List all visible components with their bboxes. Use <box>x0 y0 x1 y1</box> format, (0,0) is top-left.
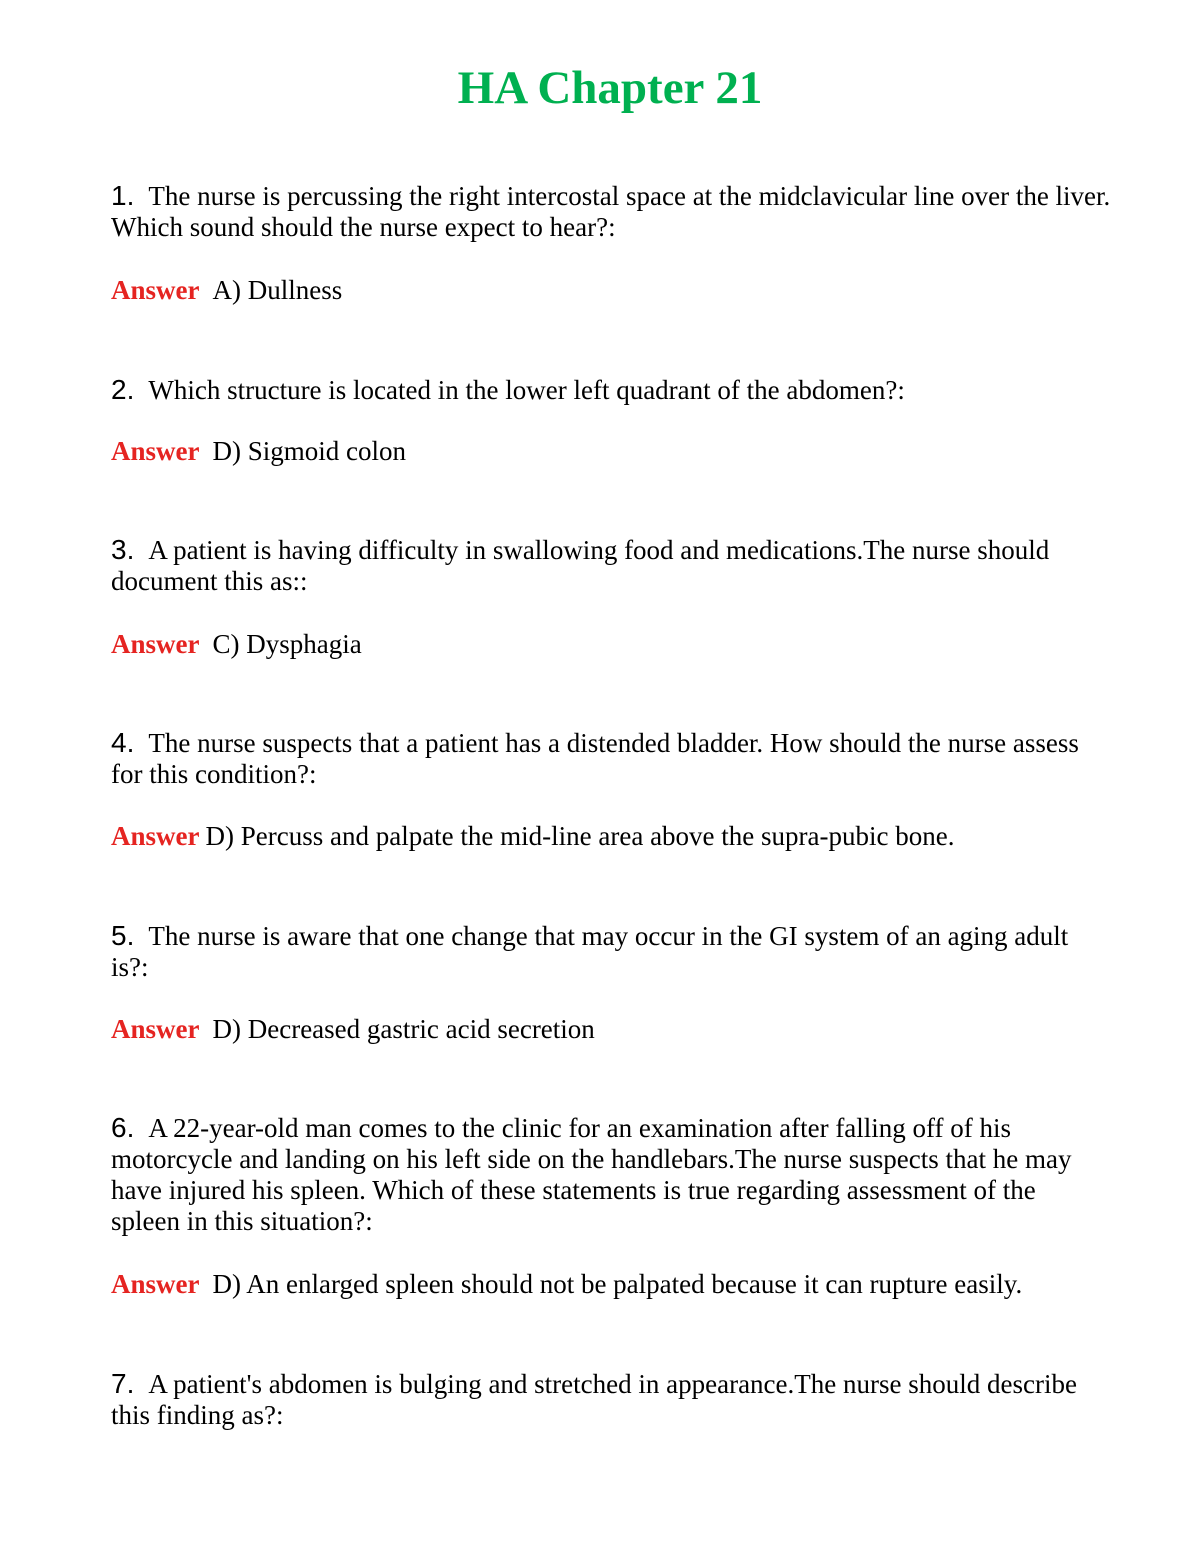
question-number: 4. <box>111 727 135 758</box>
question-text <box>111 534 1111 597</box>
question-5 <box>111 920 1111 1044</box>
question-body: The nurse is aware that one change that may occur in the GI system of an aging adult is?: <box>111 921 1069 982</box>
answer-line <box>111 1014 595 1045</box>
answer-label: Answer <box>111 275 200 305</box>
question-number: 6. <box>111 1112 135 1143</box>
answer-line <box>111 275 342 306</box>
question-text <box>111 1368 1111 1431</box>
answer-text: C) Dysphagia <box>212 629 362 659</box>
question-4 <box>111 727 1111 851</box>
question-text <box>111 1112 1111 1237</box>
answer-line <box>111 436 406 467</box>
answer-line <box>111 1269 1022 1300</box>
answer-line <box>111 821 954 852</box>
question-number: 3. <box>111 534 135 565</box>
question-text <box>111 727 1111 790</box>
question-body: The nurse is percussing the right intercostal space at the midclavicular line over the liver. Which sound should the nurse expect to hear?: <box>111 181 1111 242</box>
question-body: A 22-year-old man comes to the clinic for an examination after falling off of his motorcycle and landing on his left side on the handlebars.The nurse suspects that he may have injured his spleen. Which of these statements is true regarding assessment of the spleen in this situation?: <box>111 1113 1072 1236</box>
question-3 <box>111 534 1111 659</box>
question-body: The nurse suspects that a patient has a distended bladder. How should the nurse assess for this condition?: <box>111 728 1079 789</box>
question-body: A patient is having difficulty in swallowing food and medications.The nurse should document this as:: <box>111 535 1050 596</box>
question-body: Which structure is located in the lower left quadrant of the abdomen?: <box>148 375 905 405</box>
answer-label: Answer <box>111 1014 200 1044</box>
question-number: 5. <box>111 920 135 951</box>
answer-label: Answer <box>111 1269 200 1299</box>
question-6 <box>111 1112 1111 1299</box>
answer-label: Answer <box>111 436 200 466</box>
answer-line <box>111 629 362 660</box>
question-1 <box>111 180 1111 305</box>
question-text <box>111 180 1111 243</box>
question-text <box>111 920 1111 983</box>
answer-text: D) Decreased gastric acid secretion <box>212 1014 595 1044</box>
question-number: 7. <box>111 1368 135 1399</box>
answer-text: A) Dullness <box>212 275 343 305</box>
question-body: A patient's abdomen is bulging and stretched in appearance.The nurse should describe this finding as?: <box>111 1369 1077 1430</box>
answer-text: D) Sigmoid colon <box>212 436 406 466</box>
answer-text: D) An enlarged spleen should not be palpated because it can rupture easily. <box>212 1269 1023 1299</box>
question-7 <box>111 1368 1111 1431</box>
answer-label: Answer <box>111 629 200 659</box>
answer-text: D) Percuss and palpate the mid-line area above the supra-pubic bone. <box>205 821 955 851</box>
question-number: 2. <box>111 374 135 405</box>
question-text <box>111 374 1111 406</box>
page-title: HA Chapter 21 <box>457 62 763 114</box>
question-number: 1. <box>111 180 135 211</box>
answer-label: Answer <box>111 821 200 851</box>
question-2 <box>111 374 1111 466</box>
